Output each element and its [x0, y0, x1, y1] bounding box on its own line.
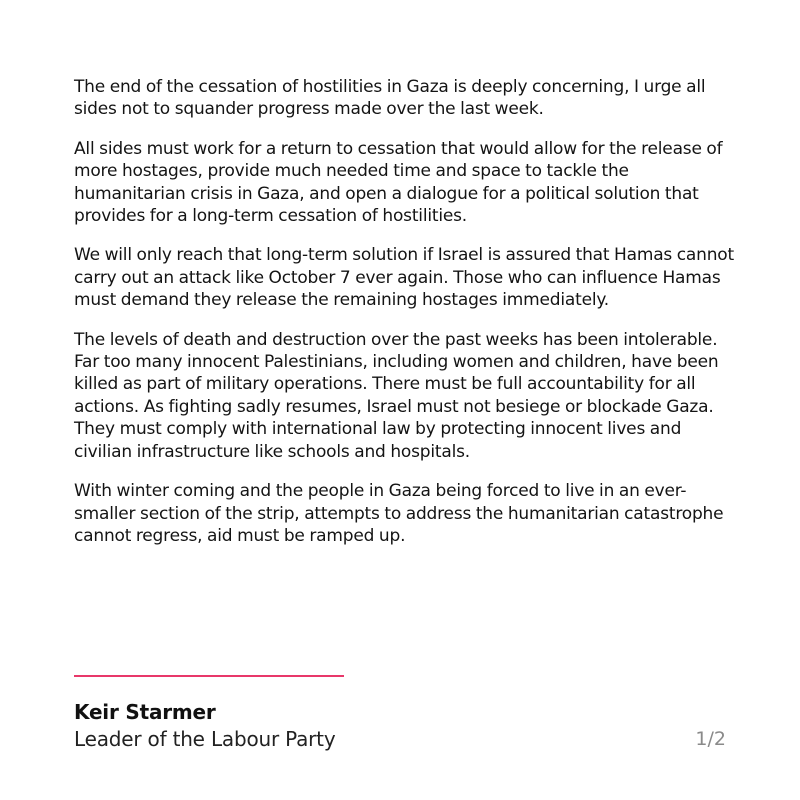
statement-paragraph-1: The end of the cessation of hostilities in Gaza is deeply concerning, I urge all sides not to squander progress made over the last week. [74, 77, 706, 120]
statement-paragraph-5: With winter coming and the people in Gaza being forced to live in an ever-smaller section of the strip, attempts to address the humanitarian catastrophe cannot regress, aid must be ramped up. [74, 481, 724, 546]
statement-paragraph-4: The levels of death and destruction over the past weeks has been intolerable. Far too many innocent Palestinians, including women and children, have been killed as part of military operations. There must be full accountability for all actions. As fighting sadly resumes, Israel must not besiege or blockade Gaza. They must comply with international law by protecting innocent lives and civilian infrastructure like schools and hospitals. [74, 329, 719, 462]
statement-body [74, 76, 734, 564]
statement-paragraph-2: All sides must work for a return to cessation that would allow for the release of more hostages, provide much needed time and space to tackle the humanitarian crisis in Gaza, and open a dialogue for a political solution that provides for a long-term cessation of hostilities. [74, 138, 723, 227]
statement-paragraph-3: We will only reach that long-term solution if Israel is assured that Hamas cannot carry out an attack like October 7 ever again. Those who can influence Hamas must demand they release the remaining hostages immediately. [74, 245, 734, 311]
page-indicator: 1/2 [695, 728, 726, 750]
accent-divider [74, 675, 344, 677]
author-title: Leader of the Labour Party [74, 727, 336, 751]
author-name: Keir Starmer [74, 700, 216, 724]
